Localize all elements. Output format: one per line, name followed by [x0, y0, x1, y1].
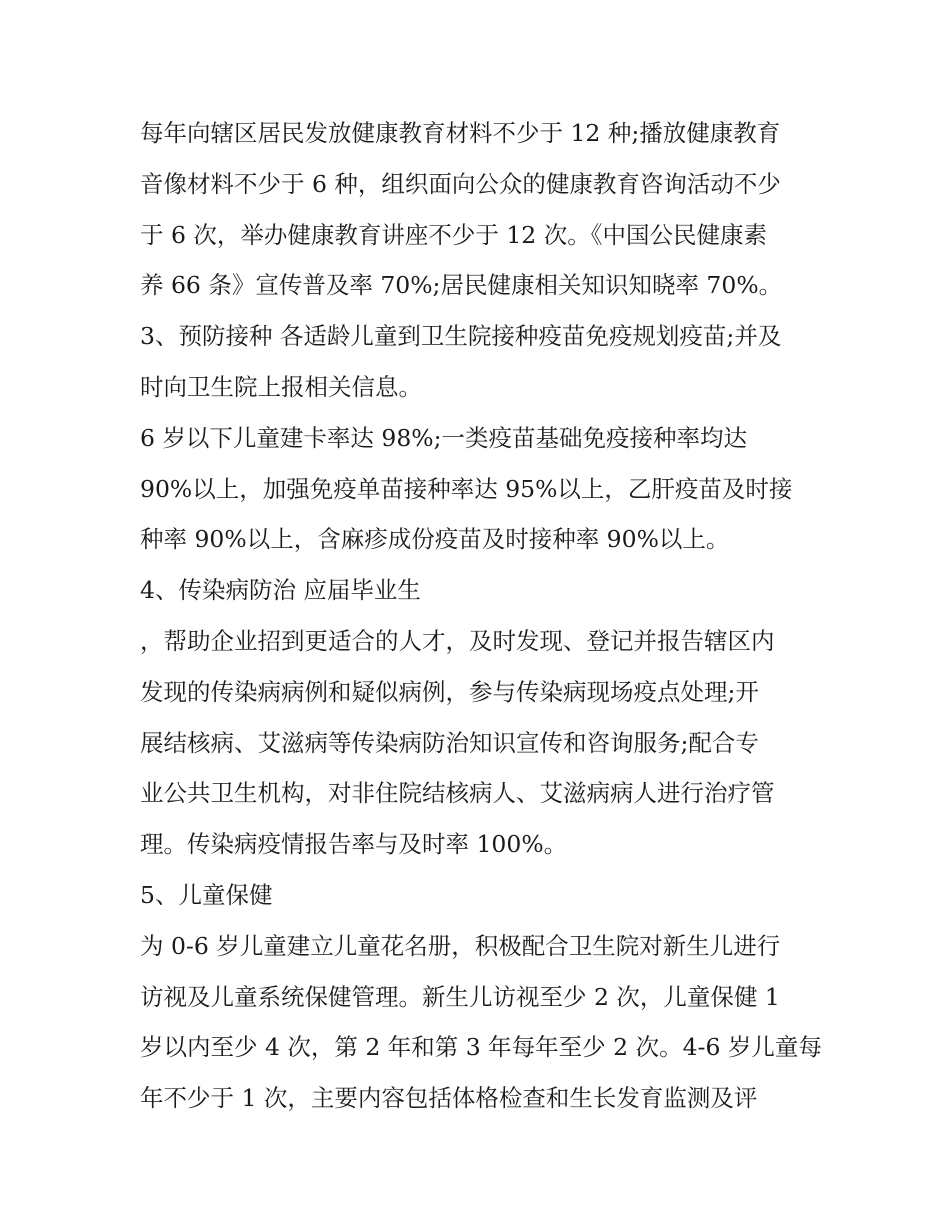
- text-line: 理。传染病疫情报告率与及时率 100%。: [140, 830, 568, 859]
- text-line: 90%以上，加强免疫单苗接种率达 95%以上，乙肝疫苗及时接: [140, 474, 793, 503]
- text-line: 访视及儿童系统保健管理。新生儿访视至少 2 次，儿童保健 1: [140, 982, 780, 1011]
- text-line: 为 0-6 岁儿童建立儿童花名册，积极配合卫生院对新生儿进行: [140, 931, 781, 960]
- section-heading-infectious-disease: 4、传染病防治 应届毕业生: [140, 576, 421, 605]
- text-line: 养 66 条》宣传普及率 70%;居民健康相关知识知晓率 70%。: [140, 271, 783, 300]
- text-line: 年不少于 1 次，主要内容包括体格检查和生长发育监测及评: [140, 1084, 758, 1113]
- text-line: 岁以内至少 4 次，第 2 年和第 3 年每年至少 2 次。4-6 岁儿童每: [140, 1033, 822, 1062]
- text-line: 音像材料不少于 6 种，组织面向公众的健康教育咨询活动不少: [140, 169, 781, 198]
- text-line: 展结核病、艾滋病等传染病防治知识宣传和咨询服务;配合专: [140, 728, 759, 757]
- section-heading-vaccination: 3、预防接种 各适龄儿童到卫生院接种疫苗免疫规划疫苗;并及: [140, 322, 782, 351]
- document-body: [140, 108, 820, 1124]
- text-line: 发现的传染病病例和疑似病例，参与传染病现场疫点处理;开: [140, 677, 759, 706]
- text-line: 业公共卫生机构，对非住院结核病人、艾滋病病人进行治疗管: [140, 779, 775, 808]
- text-line: ，帮助企业招到更适合的人才，及时发现、登记并报告辖区内: [140, 626, 775, 655]
- text-line: 6 岁以下儿童建卡率达 98%;一类疫苗基础免疫接种率均达: [140, 423, 748, 452]
- text-line: 种率 90%以上，含麻疹成份疫苗及时接种率 90%以上。: [140, 525, 730, 554]
- text-line: 每年向辖区居民发放健康教育材料不少于 12 种;播放健康教育: [140, 119, 781, 147]
- text-line: 时向卫生院上报相关信息。: [140, 372, 422, 401]
- section-heading-child-health: 5、儿童保健: [140, 880, 273, 909]
- text-line: 于 6 次，举办健康教育讲座不少于 12 次。《中国公民健康素: [140, 220, 767, 249]
